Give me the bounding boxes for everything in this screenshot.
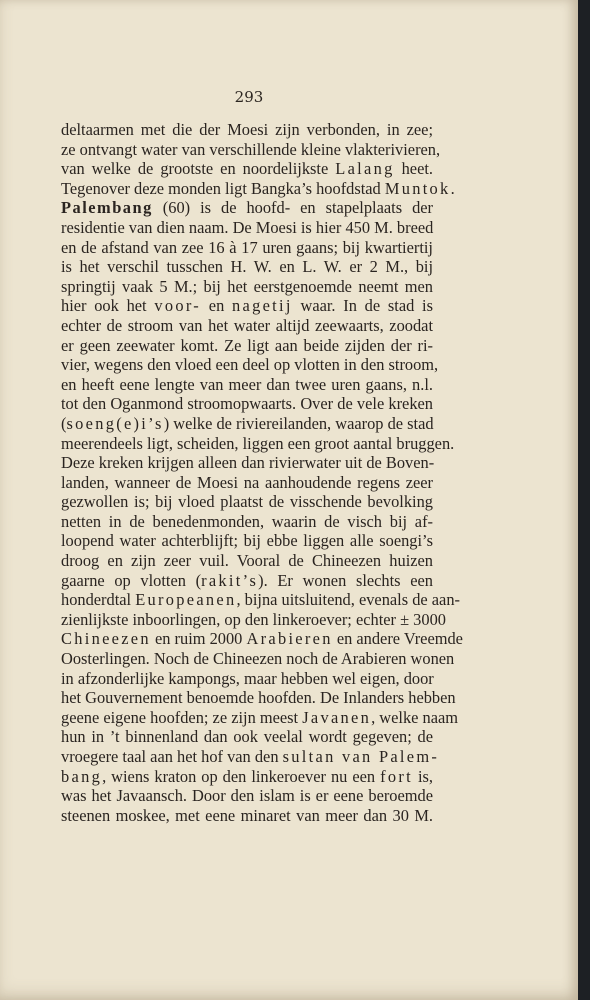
text-segment: hier ook het [61, 296, 155, 316]
text-segment: residentie van dien naam. De Moesi is hier 450 M. breed [61, 217, 434, 237]
text-segment: en heeft eene lengte van meer dan twee uren gaans, n.l. [61, 374, 433, 394]
text-segment: Oosterlingen. Noch de Chineezen noch de Arabieren wonen [61, 649, 455, 669]
text-segment: is het verschil tusschen H. W. en L. W. er 2 M., bij [61, 257, 433, 277]
text-segment: , bijna uitsluitend, evenals de aan- [236, 590, 460, 610]
text-segment: Tegenover deze monden ligt Bangka’s hoofdstad [61, 178, 385, 198]
emphasized-text: Muntok [384, 178, 451, 198]
text-line [61, 747, 440, 767]
text-segment: tot den Oganmond stroomopwaarts. Over de vele kreken [61, 394, 433, 414]
text-line [61, 355, 439, 375]
text-line [61, 727, 433, 747]
text-segment: landen, wanneer de Moesi na aanhoudende regens zeer [61, 472, 433, 492]
text-line [61, 296, 433, 316]
text-line [61, 629, 463, 649]
text-segment: . [450, 178, 455, 198]
text-line [61, 767, 433, 787]
text-line [61, 178, 455, 199]
page-number: 293 [234, 88, 264, 106]
text-segment: waar. In de stad is [292, 296, 433, 316]
text-segment: er geen zeewater komt. Ze ligt aan beide zijden der ri- [61, 335, 433, 355]
text-line [61, 257, 433, 277]
text-line [61, 139, 441, 160]
text-segment: , welke naam [371, 707, 459, 727]
text-segment: vier, wegens den vloed een deel op vlotten in den stroom, [61, 355, 439, 375]
emphasized-text: Europeanen [135, 590, 237, 610]
text-line [61, 375, 433, 395]
text-segment: en [201, 296, 233, 316]
text-line [61, 551, 433, 571]
emphasized-text: nagetij [232, 296, 293, 316]
emphasized-text: Javanen [302, 707, 372, 727]
text-line [61, 433, 455, 454]
text-line [61, 414, 433, 434]
text-line [61, 649, 455, 669]
text-segment: geene eigene hoofden; ze zijn meest [61, 707, 303, 727]
text-segment: steenen moskee, met eene minaret van meer dan 30 M. [61, 805, 433, 825]
text-segment: in afzonderlijke kampongs, maar hebben wel eigen, door [61, 668, 434, 688]
text-segment: hun in ’t binnenland dan ook veelal wordt gegeven; de [61, 727, 433, 747]
text-line [61, 198, 433, 218]
text-line [61, 277, 433, 297]
text-segment: van welke de grootste en noordelijkste [61, 159, 336, 179]
text-line [61, 336, 433, 356]
text-line [61, 609, 446, 630]
text-line [61, 453, 433, 473]
text-segment: ( [61, 413, 67, 433]
emphasized-text: bang [61, 766, 103, 786]
text-line [61, 512, 433, 532]
emphasized-text: Chineezen [61, 629, 151, 649]
text-line [61, 806, 433, 826]
emphasized-text: Palembang [61, 198, 153, 218]
text-segment: droog en zijn zeer vuil. Vooral de Chineezen huizen [61, 551, 433, 571]
text-line [61, 316, 433, 336]
text-segment: vroegere taal aan het hof van den [61, 747, 283, 766]
text-line [61, 159, 433, 179]
text-segment: en de afstand van zee 16 à 17 uren gaans; bij kwartiertij [61, 237, 433, 257]
text-segment: Deze kreken krijgen alleen dan rivierwater uit de Boven- [61, 453, 435, 473]
emphasized-text: sultan van Palem- [282, 747, 440, 766]
text-line [61, 571, 433, 591]
emphasized-text: fort [380, 766, 413, 786]
text-line [61, 473, 433, 493]
text-line [61, 238, 433, 258]
text-segment: heet. [394, 159, 433, 179]
text-segment: het Gouvernement benoemde hoofden. De Inlanders hebben [61, 688, 456, 708]
text-segment: deltaarmen met die der Moesi zijn verbonden, in zee; [61, 120, 433, 139]
text-line [61, 669, 433, 689]
text-segment: honderdtal [61, 590, 136, 610]
body-text [61, 120, 463, 825]
text-segment: ze ontvangt water van verschillende kleine vlakterivieren, [61, 139, 441, 159]
text-segment: zienlijkste inboorlingen, op den linkeroever; echter ± 3000 [61, 609, 446, 629]
text-line [61, 531, 433, 551]
text-line [61, 218, 433, 238]
text-line [61, 688, 456, 708]
text-segment: ). Er wonen slechts een [258, 570, 433, 590]
text-segment: is, [412, 766, 433, 786]
text-segment: loopend water achterblijft; bij ebbe liggen alle soengi’s [61, 531, 433, 551]
text-segment: , wiens kraton op den linkeroever nu een [102, 766, 381, 786]
text-segment: was het Javaansch. Door den islam is er eene beroemde [61, 786, 433, 806]
text-segment: springtij vaak 5 M.; bij het eerstgenoemde neemt men [61, 276, 433, 296]
text-segment: echter de stroom van het water altijd zeewaarts, zoodat [61, 315, 433, 335]
emphasized-text: Arabieren [246, 629, 333, 649]
text-line [61, 120, 433, 140]
text-segment: ) welke de riviereilanden, waarop de stad [163, 413, 434, 433]
text-line [61, 492, 433, 512]
text-segment: netten in de benedenmonden, waarin de visch bij af- [61, 511, 433, 531]
emphasized-text: Lalang [335, 159, 395, 179]
text-segment: gaarne op vlotten ( [61, 570, 202, 590]
text-line [61, 590, 460, 610]
text-line [61, 707, 459, 728]
text-segment: en andere Vreemde [332, 629, 463, 649]
text-segment: en ruim 2000 [150, 629, 247, 649]
text-segment: meerendeels ligt, scheiden, liggen een groot aantal bruggen. [61, 433, 455, 453]
emphasized-text: voor- [154, 296, 202, 316]
text-segment: gezwollen is; bij vloed plaatst de visschende bevolking [61, 492, 433, 512]
emphasized-text: soeng(e)i’s [66, 413, 164, 433]
emphasized-text: rakit’s [201, 570, 259, 590]
text-line [61, 786, 433, 806]
text-line [61, 394, 433, 414]
text-segment: (60) is de hoofd- en stapelplaats der [152, 198, 433, 218]
